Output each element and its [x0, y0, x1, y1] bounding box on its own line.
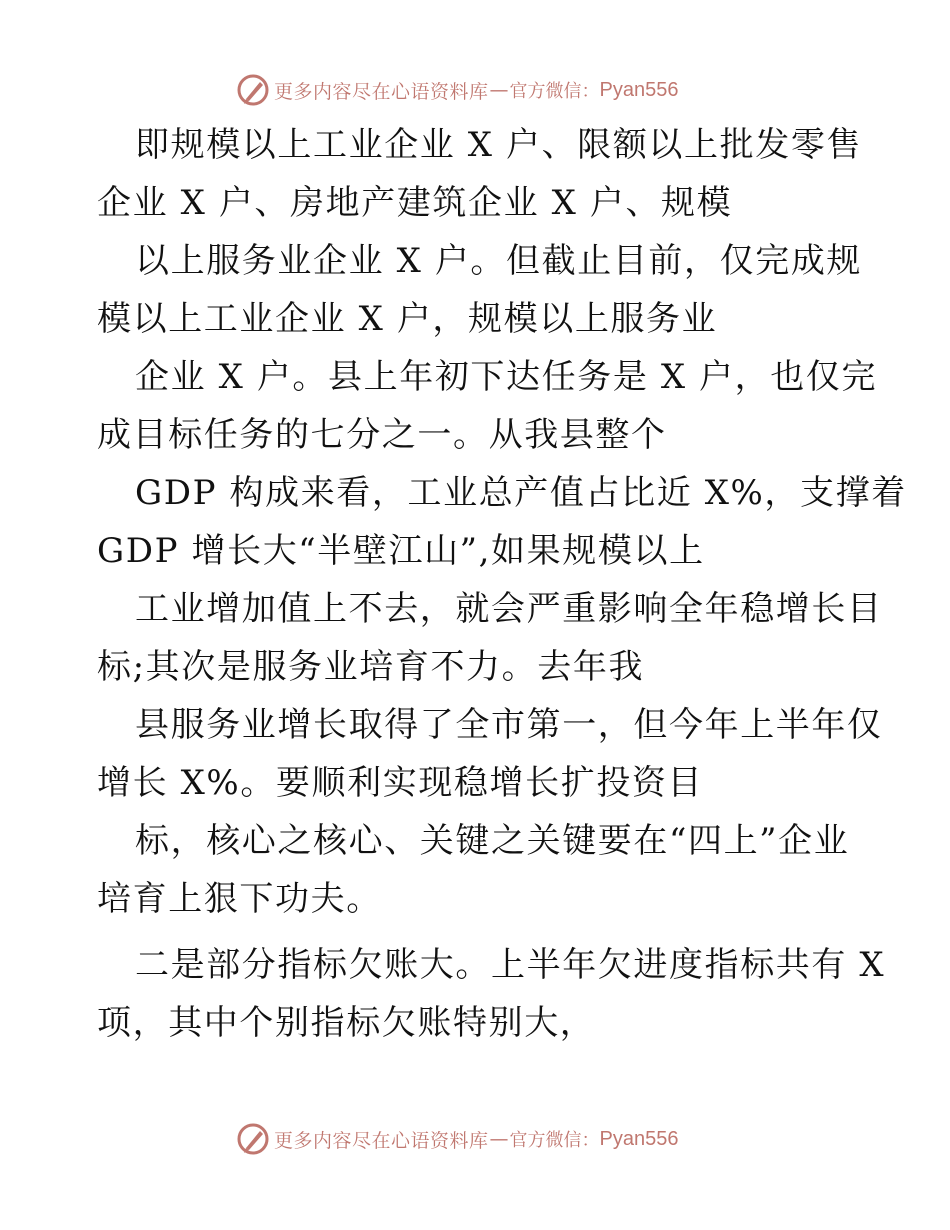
- watermark-wechat-label: 官方微信：: [509, 1130, 600, 1151]
- text-line: GDP 增长大“半壁江山”,如果规模以上: [97, 531, 705, 571]
- text-line: 模以上工业企业 X 户，规模以上服务业: [97, 299, 718, 339]
- footer-watermark: [236, 1122, 678, 1156]
- watermark-text: 更多内容尽在心语资料库: [274, 1129, 489, 1152]
- text-line: 增长 X%。要顺利实现稳增长扩投资目: [97, 763, 704, 803]
- text-line: 培育上狠下功夫。: [97, 879, 382, 919]
- text-line: 即规模以上工业企业 X 户、限额以上批发零售: [135, 125, 863, 165]
- text-line: 标，核心之核心、关键之关键要在“四上”企业: [135, 821, 850, 861]
- watermark-dash: —: [489, 1128, 509, 1150]
- watermark-wechat-id: Pyan556: [599, 1127, 679, 1150]
- text-line: 成目标任务的七分之一。从我县整个: [97, 415, 667, 455]
- watermark-text: 更多内容尽在心语资料库: [274, 80, 489, 103]
- text-line: 标;其次是服务业培育不力。去年我: [97, 647, 645, 687]
- text-line: GDP 构成来看，工业总产值占比近 X%，支撑着: [135, 473, 907, 513]
- text-line: 企业 X 户、房地产建筑企业 X 户、规模: [97, 183, 733, 223]
- text-line: 项，其中个别指标欠账特别大，: [97, 1003, 596, 1043]
- pen-logo-icon: [236, 1122, 270, 1156]
- watermark-wechat-label: 官方微信：: [509, 81, 600, 102]
- watermark-dash: —: [489, 79, 509, 101]
- text-line: 以上服务业企业 X 户。但截止目前，仅完成规: [135, 241, 863, 281]
- text-line: 工业增加值上不去，就会严重影响全年稳增长目: [135, 589, 883, 629]
- text-line: 企业 X 户。县上年初下达任务是 X 户，也仅完: [135, 357, 878, 397]
- text-line: 二是部分指标欠账大。上半年欠进度指标共有 X: [135, 945, 886, 985]
- text-line: 县服务业增长取得了全市第一，但今年上半年仅: [135, 705, 883, 745]
- watermark-wechat-id: Pyan556: [599, 78, 679, 101]
